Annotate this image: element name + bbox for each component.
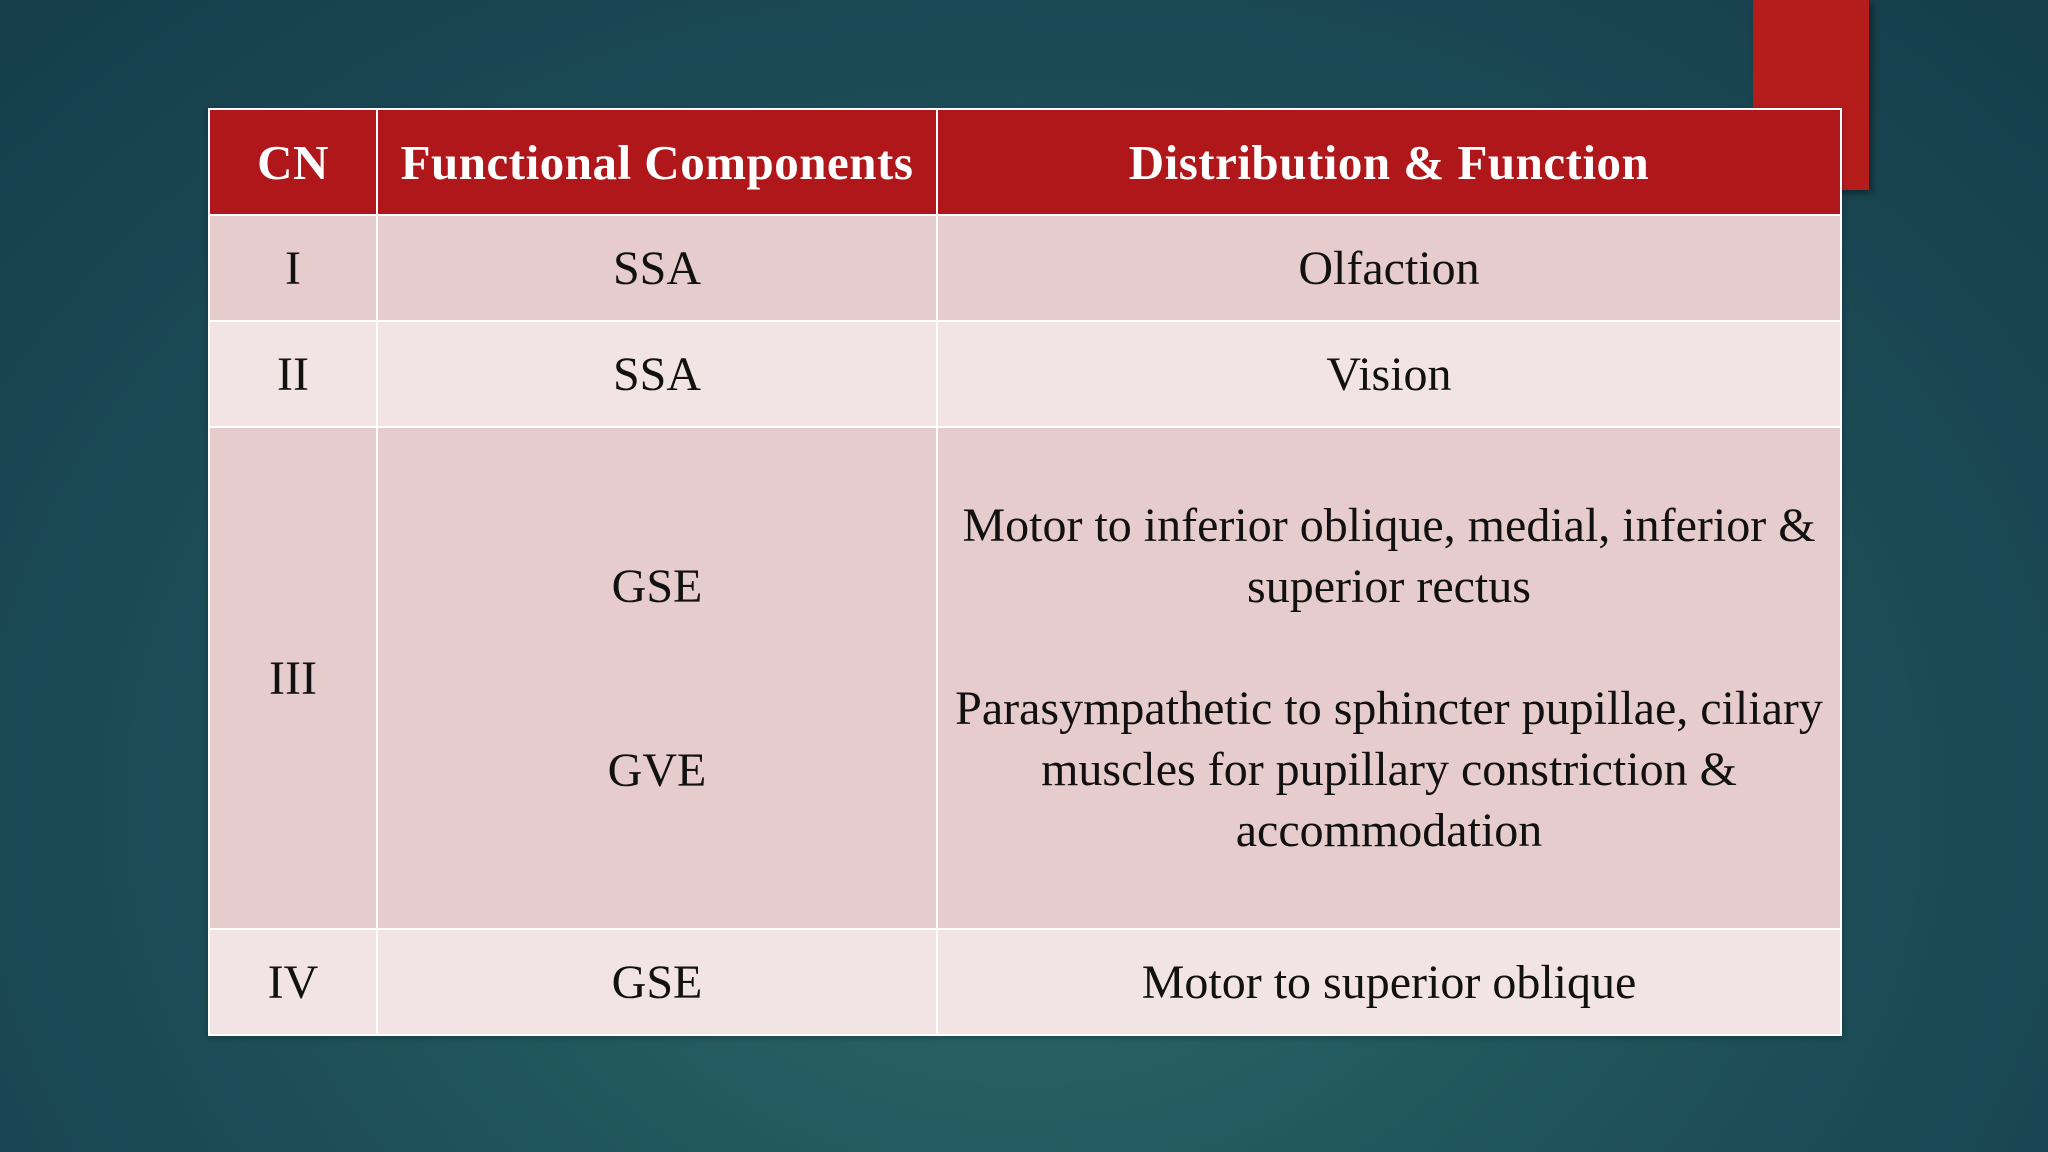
component-gse: GSE bbox=[611, 559, 703, 613]
component-gve: GVE bbox=[607, 743, 707, 797]
distribution-motor: Motor to inferior oblique, medial, inferior & superior rectus bbox=[962, 499, 1816, 613]
table-header-row bbox=[209, 109, 1841, 215]
cell-cn: III bbox=[209, 427, 377, 929]
cell-components: GSE bbox=[377, 929, 937, 1035]
cell-distribution bbox=[937, 427, 1841, 929]
header-distribution-function: Distribution & Function bbox=[937, 109, 1841, 215]
distribution-stack bbox=[954, 495, 1824, 861]
table-row bbox=[209, 427, 1841, 929]
cell-cn: II bbox=[209, 321, 377, 427]
cell-components bbox=[377, 427, 937, 929]
header-functional-components: Functional Components bbox=[377, 109, 937, 215]
header-cn: CN bbox=[209, 109, 377, 215]
cell-components: SSA bbox=[377, 215, 937, 321]
table-row bbox=[209, 321, 1841, 427]
cell-distribution: Motor to superior oblique bbox=[937, 929, 1841, 1035]
cell-cn: I bbox=[209, 215, 377, 321]
cell-cn: IV bbox=[209, 929, 377, 1035]
cell-components: SSA bbox=[377, 321, 937, 427]
cell-distribution: Olfaction bbox=[937, 215, 1841, 321]
components-stack bbox=[394, 556, 920, 801]
table-row bbox=[209, 929, 1841, 1035]
cranial-nerve-table bbox=[208, 108, 1842, 1036]
cell-distribution: Vision bbox=[937, 321, 1841, 427]
distribution-parasympathetic: Parasympathetic to sphincter pupillae, ciliary muscles for pupillary constriction & accommodation bbox=[955, 682, 1823, 857]
table-row bbox=[209, 215, 1841, 321]
